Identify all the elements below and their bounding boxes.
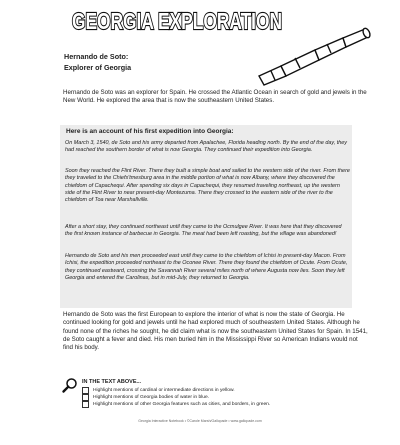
account-paragraph: On March 3, 1540, de Soto and his army departed from Apalachee, Florida heading north. By the end of the day, they had reached the southern border of what is now Georgia. They continued their expedition into Georgia. [65, 140, 348, 154]
footer-credit: Georgia Interactive Notebook • ©Carole Marsh/Gallopade • www.gallopade.com [138, 419, 262, 423]
checklist-item [82, 394, 209, 401]
explorer-name: Hernando de Soto: [64, 52, 129, 61]
outro-paragraph: Hernando de Soto was the first European to explore the interior of what is now the state of Georgia. He continued looking for gold and jewels until he had explored much of southeastern United States. Although he found none of the riches he sought, he did claim what is now the southeastern United States for Spain. In 1541, de Soto caught a fever and died. His men buried him in the Mississippi River so American Indians would not find his body. [63, 311, 368, 352]
spyglass-icon [255, 18, 375, 88]
checklist-item [82, 401, 270, 408]
checklist-item [82, 387, 235, 394]
account-paragraph: Hernando de Soto and his men proceeded east until they came to the chiefdom of Ichisi in present-day Macon. From Ichisi, the expedition proceeded northeast to the Oconee River. There they found the chiefdom of Ocute. From Ocute, they continued eastward, crossing the Savannah River several miles north of where Augusta now lies. Soon they left Georgia and entered the Carolinas, but in mid-July, they returned to Georgia. [65, 253, 348, 281]
account-paragraph: After a short stay, they continued northeast until they came to the Ocmulgee River. It was here that they discovered the first known instance of barbecue in Georgia. The meat had been left roasting, but the village was abandoned! [65, 224, 342, 238]
checkbox[interactable] [82, 394, 89, 401]
checkbox[interactable] [82, 387, 89, 394]
checkbox[interactable] [82, 401, 89, 408]
checklist-label: Highlight mentions of cardinal or intermediate directions in yellow. [93, 388, 235, 393]
magnifier-icon [62, 377, 78, 393]
title-text: GEORGIA EXPLORATION [72, 8, 282, 34]
subheading [64, 51, 131, 73]
in-text-heading: IN THE TEXT ABOVE... [82, 379, 142, 385]
intro-paragraph: Hernando de Soto was an explorer for Spain. He crossed the Atlantic Ocean in search of gold and jewels in the New World. He explored the area that is now the southeastern United States. [63, 89, 367, 105]
explorer-role: Explorer of Georgia [64, 63, 132, 72]
checklist-label: Highlight mentions of other Georgia features such as cities, and borders, in green. [93, 402, 271, 407]
checklist-label: Highlight mentions of Georgia bodies of water in blue. [93, 395, 210, 400]
page-title [70, 5, 285, 35]
account-title: Here is an account of his first expedition into Georgia: [66, 128, 234, 135]
account-paragraph: Soon they reached the Flint River. There they built a simple boat and sailed to the western side of the river. From there they traveled to the Chiefs'tmesburg area in the middle portion of what is now Albany, where they discovered the chiefdom of Capachequi. After spending six days in Capachequi, they resumed traveling northeast, up the western side of the Flint River to near present-day Montezuma. There they crossed to the eastern side of the river to the chiefdom of Toa near Marshallville. [65, 168, 350, 204]
